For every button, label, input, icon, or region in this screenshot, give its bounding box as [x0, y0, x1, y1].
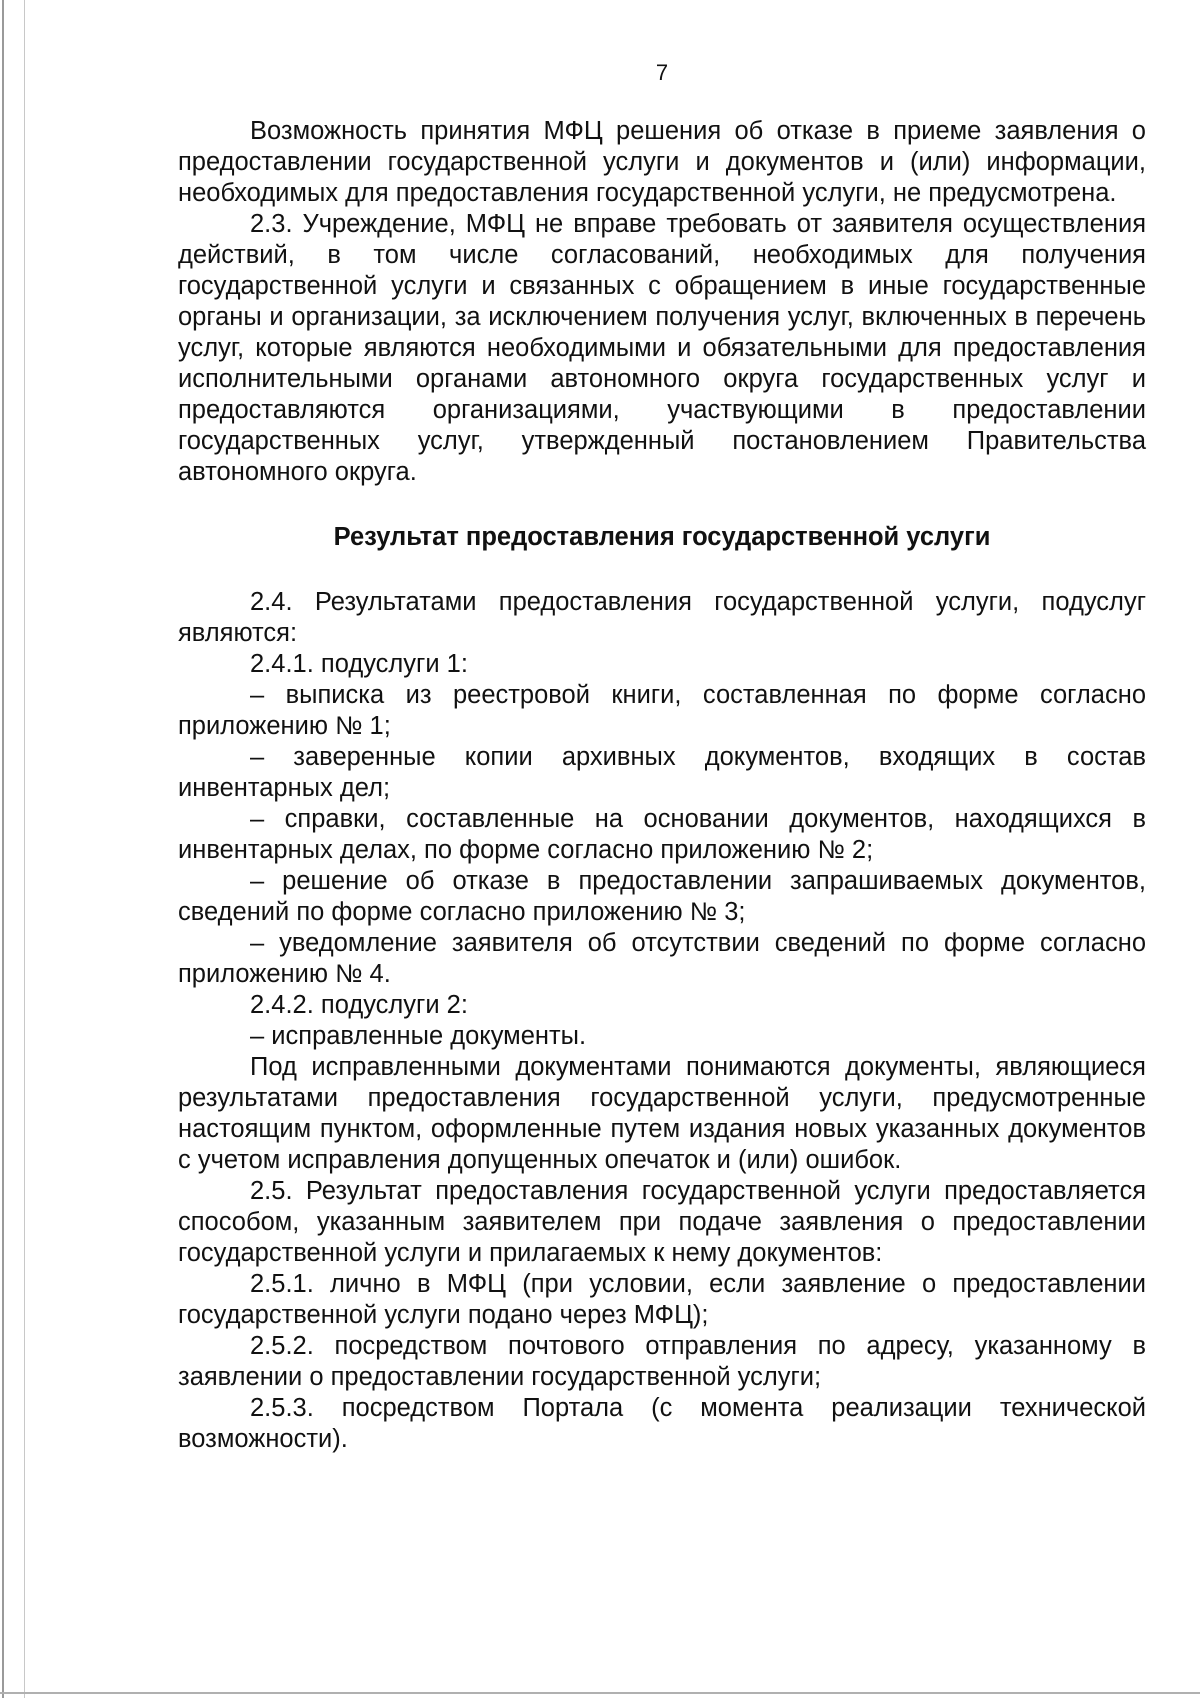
paragraph-mfc-refusal: Возможность принятия МФЦ решения об отказе в приеме заявления о предоставлении государственной услуги и документов и (или) информации, необходимых для предоставления государственной услуги, не предусмотрена.: [178, 117, 1146, 207]
list-item-refusal-decision: – решение об отказе в предоставлении запрашиваемых документов, сведений по форме согласно приложению № 3;: [178, 867, 1146, 926]
paragraph-2-5-3: 2.5.3. посредством Портала (с момента реализации технической возможности).: [178, 1394, 1146, 1453]
paragraph-2-4-1: 2.4.1. подуслуги 1:: [250, 650, 468, 678]
paragraph-corrected-definition: Под исправленными документами понимаются документы, являющиеся результатами предоставления государственной услуги, предусмотренные настоящим пунктом, оформленные путем издания новых указанных документов с учетом исправления допущенных опечаток и (или) ошибок.: [178, 1053, 1146, 1174]
paragraph-2-5-1: 2.5.1. лично в МФЦ (при условии, если заявление о предоставлении государственной услуги подано через МФЦ);: [178, 1270, 1146, 1329]
scan-edge-left-inner: [24, 0, 25, 1698]
scan-edge-left: [2, 0, 4, 1698]
list-item-corrected-documents: – исправленные документы.: [250, 1022, 587, 1050]
page-number: 7: [655, 60, 669, 85]
document-page: [178, 58, 1146, 1455]
scan-edge-bottom: [0, 1692, 1200, 1694]
list-item-registry-extract: – выписка из реестровой книги, составленная по форме согласно приложению № 1;: [178, 681, 1146, 740]
paragraph-2-5-2: 2.5.2. посредством почтового отправления по адресу, указанному в заявлении о предоставлении государственной услуги;: [178, 1332, 1146, 1391]
paragraph-2-4-2: 2.4.2. подуслуги 2:: [250, 991, 468, 1019]
section-heading-result: Результат предоставления государственной услуги: [333, 523, 991, 551]
paragraph-2-4: 2.4. Результатами предоставления государственной услуги, подуслуг являются:: [178, 588, 1146, 647]
paragraph-2-5: 2.5. Результат предоставления государственной услуги предоставляется способом, указанным заявителем при подаче заявления о предоставлении государственной услуги и прилагаемых к нему документов:: [178, 1177, 1146, 1267]
paragraph-2-3: 2.3. Учреждение, МФЦ не вправе требовать от заявителя осуществления действий, в том числе согласований, необходимых для получения государственной услуги и связанных с обращением в иные государственные органы и организации, за исключением получения услуг, включенных в перечень услуг, которые являются необходимыми и обязательными для предоставления исполнительными органами автономного округа государственных услуг и предоставляются организациями, участвующими в предоставлении государственных услуг, утвержденный постановлением Правительства автономного округа.: [178, 210, 1146, 486]
list-item-certified-copies: – заверенные копии архивных документов, входящих в состав инвентарных дел;: [178, 743, 1146, 802]
list-item-absence-notice: – уведомление заявителя об отсутствии сведений по форме согласно приложению № 4.: [178, 929, 1146, 988]
list-item-certificates: – справки, составленные на основании документов, находящихся в инвентарных делах, по форме согласно приложению № 2;: [178, 805, 1146, 864]
